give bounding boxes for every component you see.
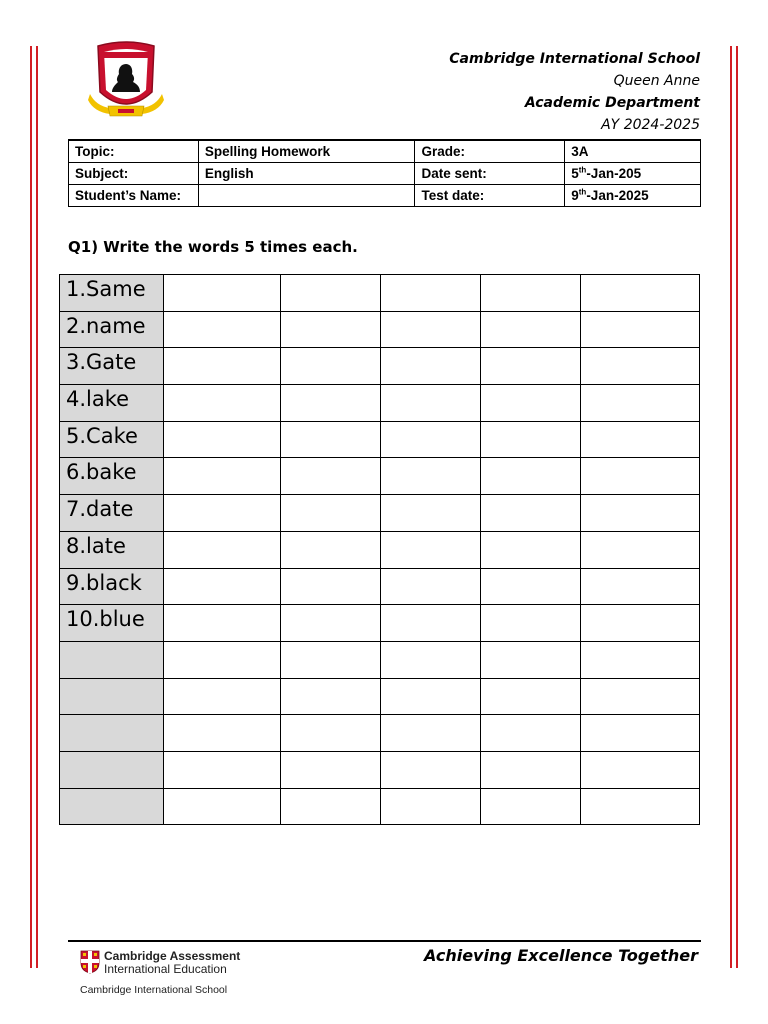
practice-cell[interactable] [581,495,700,532]
practice-cell[interactable] [581,605,700,642]
practice-cell[interactable] [481,605,581,642]
school-name: Cambridge International School [449,51,700,67]
practice-cell[interactable] [163,421,280,458]
spelling-word [60,788,164,825]
practice-cell[interactable] [280,531,380,568]
practice-cell[interactable] [581,348,700,385]
grade-label: Grade: [415,140,565,162]
practice-cell[interactable] [380,531,481,568]
practice-cell[interactable] [481,751,581,788]
practice-cell[interactable] [380,458,481,495]
practice-cell[interactable] [481,788,581,825]
practice-cell[interactable] [380,385,481,422]
test-date-suffix: th [578,187,587,196]
practice-cell[interactable] [163,531,280,568]
practice-cell[interactable] [163,788,280,825]
cambridge-line1: Cambridge Assessment [104,949,241,963]
cambridge-text [104,950,240,976]
practice-cell[interactable] [380,311,481,348]
practice-cell[interactable] [280,348,380,385]
date-sent-label: Date sent: [415,162,565,184]
spelling-row [60,568,700,605]
practice-cell[interactable] [481,715,581,752]
practice-cell[interactable] [481,275,581,312]
practice-cell[interactable] [481,311,581,348]
spelling-row [60,788,700,825]
student-name-field[interactable] [198,184,415,206]
spelling-row [60,458,700,495]
practice-cell[interactable] [280,605,380,642]
practice-cell[interactable] [280,715,380,752]
practice-cell[interactable] [581,751,700,788]
left-margin-line-outer [30,46,32,968]
spelling-row [60,495,700,532]
practice-cell[interactable] [280,311,380,348]
footer-divider [68,940,701,942]
practice-cell[interactable] [581,641,700,678]
test-date-value [565,184,701,206]
practice-cell[interactable] [280,275,380,312]
practice-cell[interactable] [280,641,380,678]
practice-cell[interactable] [163,605,280,642]
spelling-word [60,641,164,678]
practice-cell[interactable] [481,568,581,605]
practice-cell[interactable] [481,348,581,385]
info-row-student [69,184,701,206]
question-heading: Q1) Write the words 5 times each. [68,238,358,256]
motto: Achieving Excellence Together [423,946,698,965]
info-row-subject [69,162,701,184]
practice-cell[interactable] [581,458,700,495]
practice-cell[interactable] [380,348,481,385]
cambridge-shield-icon [80,950,100,974]
spelling-word: 10.blue [60,605,164,642]
practice-cell[interactable] [280,495,380,532]
info-table [68,139,701,207]
spelling-row [60,678,700,715]
practice-cell[interactable] [280,788,380,825]
practice-cell[interactable] [481,531,581,568]
spelling-row [60,311,700,348]
info-row-topic [69,140,701,162]
practice-cell[interactable] [163,458,280,495]
practice-cell[interactable] [163,311,280,348]
student-label: Student’s Name: [69,184,199,206]
spelling-row [60,385,700,422]
topic-value: Spelling Homework [198,140,415,162]
test-date-day: 9 [571,187,579,203]
spelling-word: 4.lake [60,385,164,422]
cambridge-line2: International Education [104,962,227,976]
practice-cell[interactable] [280,751,380,788]
spelling-word: 6.bake [60,458,164,495]
spelling-row [60,421,700,458]
spelling-word [60,678,164,715]
practice-cell[interactable] [380,751,481,788]
practice-cell[interactable] [380,788,481,825]
practice-cell[interactable] [163,641,280,678]
practice-cell[interactable] [481,641,581,678]
practice-cell[interactable] [163,348,280,385]
practice-cell[interactable] [380,568,481,605]
practice-cell[interactable] [581,568,700,605]
spelling-row [60,531,700,568]
spelling-word: 9.black [60,568,164,605]
practice-cell[interactable] [280,458,380,495]
practice-cell[interactable] [581,788,700,825]
left-margin-line-inner [36,46,38,968]
practice-cell[interactable] [581,275,700,312]
spelling-word [60,715,164,752]
right-margin-line-inner [730,46,732,968]
practice-cell[interactable] [581,678,700,715]
practice-cell[interactable] [380,495,481,532]
date-sent-value [565,162,701,184]
practice-cell[interactable] [163,495,280,532]
spelling-word: 7.date [60,495,164,532]
branch-name: Queen Anne [613,73,700,89]
spelling-row [60,715,700,752]
right-margin-line-outer [736,46,738,968]
department-name: Academic Department [524,95,700,111]
practice-cell[interactable] [380,641,481,678]
practice-cell[interactable] [380,715,481,752]
practice-cell[interactable] [280,385,380,422]
test-date-label: Test date: [415,184,565,206]
practice-cell[interactable] [280,421,380,458]
practice-cell[interactable] [481,495,581,532]
practice-cell[interactable] [581,385,700,422]
crest-icon [88,40,164,120]
practice-cell[interactable] [581,531,700,568]
practice-cell[interactable] [481,421,581,458]
practice-cell[interactable] [481,458,581,495]
spelling-row [60,605,700,642]
spelling-word [60,751,164,788]
practice-cell[interactable] [581,311,700,348]
practice-cell[interactable] [163,751,280,788]
practice-cell[interactable] [163,715,280,752]
date-sent-suffix: th [578,165,587,174]
spelling-row [60,275,700,312]
date-sent-day: 5 [571,165,579,181]
practice-cell[interactable] [481,678,581,715]
practice-cell[interactable] [163,385,280,422]
spelling-table [59,274,700,825]
practice-cell[interactable] [380,421,481,458]
practice-cell[interactable] [163,568,280,605]
test-date-rest: -Jan-2025 [586,187,649,203]
date-sent-rest: -Jan-205 [586,165,642,181]
practice-cell[interactable] [380,275,481,312]
spelling-word: 2.name [60,311,164,348]
spelling-word: 3.Gate [60,348,164,385]
spelling-row [60,641,700,678]
spelling-row [60,348,700,385]
practice-cell[interactable] [581,715,700,752]
spelling-word: 5.Cake [60,421,164,458]
school-header [449,48,700,136]
practice-cell[interactable] [163,275,280,312]
practice-cell[interactable] [280,568,380,605]
subject-value: English [198,162,415,184]
grade-value: 3A [565,140,701,162]
subject-label: Subject: [69,162,199,184]
practice-cell[interactable] [581,421,700,458]
practice-cell[interactable] [163,678,280,715]
spelling-row [60,751,700,788]
practice-cell[interactable] [380,678,481,715]
academic-year: AY 2024-2025 [601,117,700,133]
practice-cell[interactable] [280,678,380,715]
cambridge-school-name: Cambridge International School [80,984,228,996]
topic-label: Topic: [69,140,199,162]
practice-cell[interactable] [481,385,581,422]
practice-cell[interactable] [380,605,481,642]
spelling-word: 8.late [60,531,164,568]
spelling-word: 1.Same [60,275,164,312]
